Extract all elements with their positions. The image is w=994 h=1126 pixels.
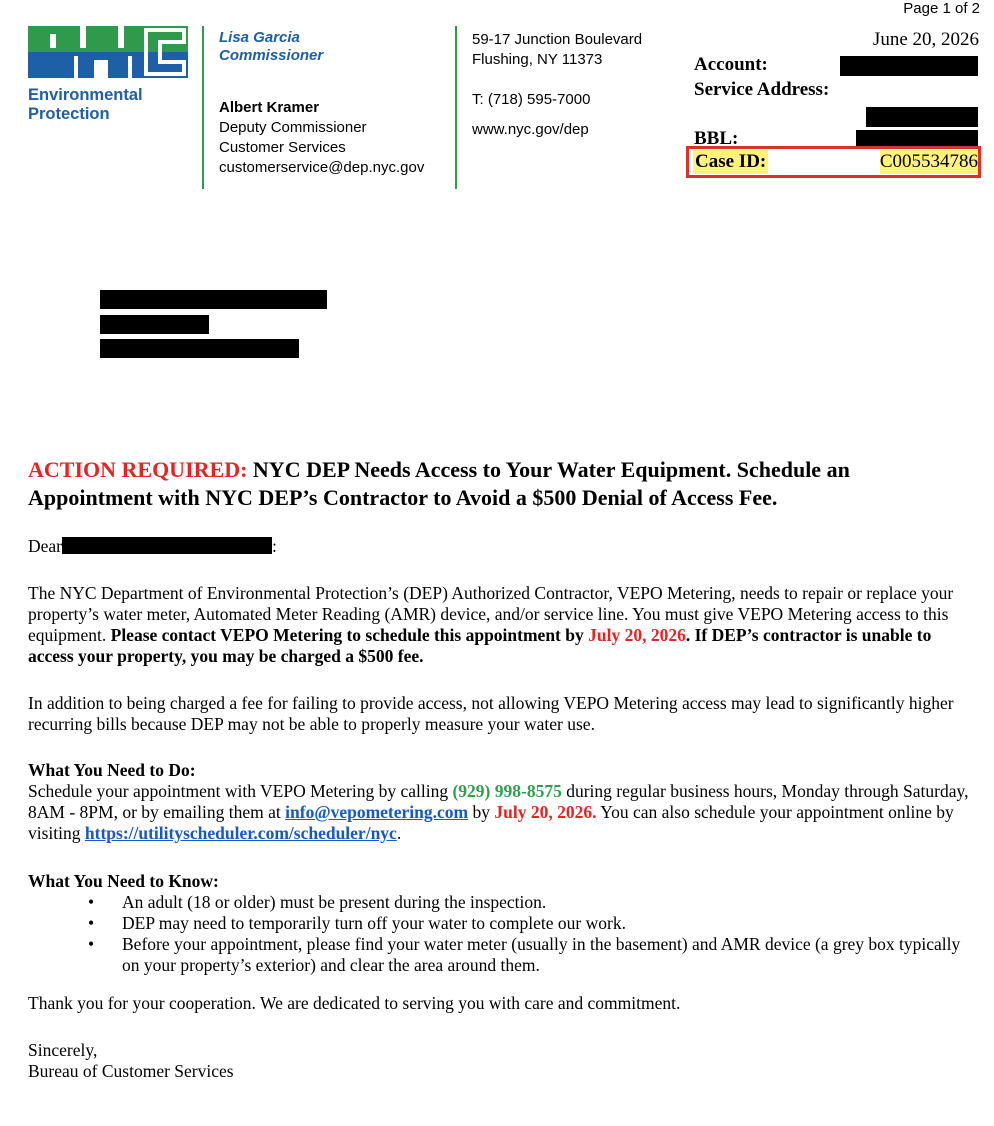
redacted-recipient-line-3 — [100, 339, 299, 358]
header-divider-1 — [202, 26, 204, 189]
salutation — [28, 536, 978, 557]
paragraph1-bold-a: Please contact VEPO Metering to schedule this appointment by — [110, 625, 589, 645]
header-divider-2 — [455, 26, 457, 189]
letter-date: June 20, 2026 — [872, 29, 979, 50]
signature: Bureau of Customer Services — [28, 1061, 234, 1081]
closing-thanks: Thank you for your cooperation. We are dedicated to serving you with care and commitment. — [28, 993, 681, 1013]
deputy-email: customerservice@dep.nyc.gov — [219, 159, 425, 176]
what-to-do-text-5: . — [396, 823, 402, 843]
what-to-do-heading: What You Need to Do: — [28, 760, 196, 780]
list-item: • An adult (18 or older) must be present during the inspection. — [122, 892, 978, 913]
commissioner-title: Commissioner — [219, 47, 324, 64]
sign-off: Sincerely, — [28, 1040, 98, 1060]
what-to-do-text-4: You can also schedule your appointment online by visiting — [28, 802, 954, 843]
scheduler-url-link[interactable]: https://utilityscheduler.com/scheduler/nyc — [84, 823, 397, 843]
what-to-do-section — [28, 760, 978, 844]
nyc-logo-mark — [28, 26, 188, 78]
headline-alert: ACTION REQUIRED: — [28, 457, 248, 482]
redacted-account — [840, 56, 978, 76]
what-to-do-text-2: during regular business hours, Monday through Saturday, 8AM - 8PM, or by emailing them at — [28, 781, 969, 822]
headline — [28, 456, 978, 512]
vepo-email-link[interactable]: info@vepometering.com — [285, 802, 469, 822]
account-label: Account: — [694, 54, 768, 75]
what-to-do-text-1: Schedule your appointment with VEPO Metering by calling — [28, 781, 453, 801]
nyc-dep-logo — [28, 26, 188, 126]
redacted-recipient-line-1 — [100, 290, 327, 309]
vepo-phone: (929) 998-8575 — [452, 781, 562, 801]
case-id-label: Case ID: — [695, 151, 767, 172]
what-to-do-text-3: by — [468, 802, 495, 822]
officials-column — [219, 29, 424, 178]
redacted-recipient-name — [62, 537, 272, 554]
logo-text-environmental: Environmental — [28, 86, 143, 104]
paragraph-billing-warning: In addition to being charged a fee for failing to provide access, not allowing VEPO Metering access may lead to significantly higher recurring bills because DEP may not be able to properly measure your water use. — [28, 693, 954, 734]
deputy-title: Deputy Commissioner — [219, 119, 367, 136]
logo-text-protection: Protection — [28, 105, 110, 123]
service-address-label: Service Address: — [694, 79, 830, 100]
what-to-know-section — [28, 871, 978, 976]
deputy-department: Customer Services — [219, 139, 346, 156]
paragraph1-text: The NYC Department of Environmental Protection’s (DEP) Authorized Contractor, VEPO Metering, needs to repair or replace your property’s water meter, Automated Meter Reading (AMR) device, and/or service line. You must give VEPO Metering access to this equipment. — [28, 583, 954, 645]
headline-text: NYC DEP Needs Access to Your Water Equipment. Schedule an Appointment with NYC DEP’s Contractor to Avoid a $500 Denial of Access Fee. — [28, 457, 850, 510]
address-phone: T: (718) 595-7000 — [472, 91, 591, 108]
what-to-know-list — [28, 892, 978, 976]
commissioner-name: Lisa Garcia — [219, 29, 300, 46]
address-city: Flushing, NY 11373 — [472, 51, 603, 68]
list-item: • DEP may need to temporarily turn off your water to complete our work. — [122, 913, 978, 934]
case-id-value: C005534786 — [879, 151, 978, 172]
bbl-label: BBL: — [694, 128, 739, 149]
paragraph1-deadline: July 20, 2026 — [588, 625, 686, 645]
address-website: www.nyc.gov/dep — [472, 121, 589, 138]
what-to-know-heading: What You Need to Know: — [28, 871, 219, 891]
list-item: • Before your appointment, please find your water meter (usually in the basement) and AMR device (a grey box typically on your property’s exterior) and clear the area around them. — [122, 934, 978, 976]
address-street: 59-17 Junction Boulevard — [472, 31, 643, 48]
redacted-recipient-line-2 — [100, 315, 209, 334]
what-to-do-deadline: July 20, 2026. — [494, 802, 597, 822]
paragraph-access-notice — [28, 583, 978, 667]
page-number: Page 1 of 2 — [903, 0, 980, 17]
salutation-prefix: Dear — [28, 536, 63, 556]
address-column — [472, 30, 642, 140]
salutation-suffix: : — [272, 536, 277, 556]
paragraph1-bold-b: . If DEP’s contractor is unable to access your property, you may be charged a $500 fee. — [28, 625, 932, 666]
deputy-name: Albert Kramer — [219, 99, 320, 116]
redacted-service-address — [866, 107, 978, 127]
what-to-do-body — [28, 781, 978, 844]
